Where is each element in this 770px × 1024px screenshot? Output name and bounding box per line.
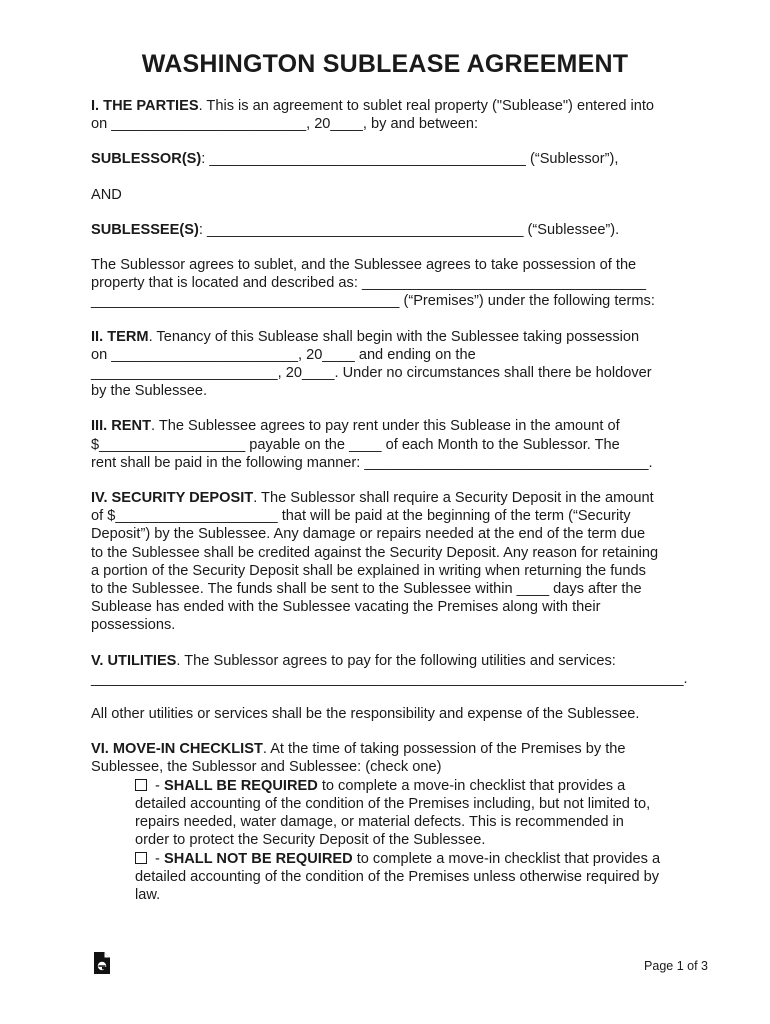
utilities-section: V. UTILITIES. The Sublessor agrees to pay for the following utilities and services: _________________________________________________________________________. — [91, 652, 688, 687]
move-in-checklist-section: VI. MOVE-IN CHECKLIST. At the time of taking possession of the Premises by the Sublessee, the Sublessor and Sublessee: (check one) - SHALL BE REQUIRED to complete a move-in checklist that provides a detailed accounting of the condition of the Premises including, but not limited to, repairs needed, water damage, or material defects. This is recommended in order to protect the Security Deposit of the Sublessee. - SHALL NOT BE REQUIRED to complete a move-in checklist that provides a detailed accounting of the condition of the Premises unless otherwise required by law. — [91, 740, 691, 904]
security-deposit-section: IV. SECURITY DEPOSIT. The Sublessor shall require a Security Deposit in the amount of $____________________ that will be paid at the beginning of the term (“Security Deposit”) by the Sublessee. Any damage or repairs needed at the end of the term due to the Sublessee shall be credited against the Security Deposit. Any reason for retaining a portion of the Security Deposit shall be explained in writing when returning the funds to the Sublessee. The funds shall be sent to the Sublessee within ____ days after the Sublease has ended with the Sublessee vacating the Premises along with their possessions. — [91, 490, 659, 634]
checkbox-not-required[interactable] — [135, 852, 147, 864]
page-number: Page 1 of 3 — [644, 959, 708, 973]
premises-paragraph: The Sublessor agrees to sublet, and the Sublessee agrees to take possession of the property that is located and described as: ___________________________________ ______________________________________ (“Premises”) under the following terms: — [91, 257, 655, 310]
utilities-heading: V. UTILITIES — [91, 652, 177, 669]
rent-section: III. RENT. The Sublessee agrees to pay rent under this Sublease in the amount of $__________________ payable on the ____ of each Month to the Sublessor. The rent shall be paid in the following manner: ___________________________________. — [91, 418, 653, 471]
and-text: AND — [91, 186, 122, 203]
move-in-checklist-heading: VI. MOVE-IN CHECKLIST — [91, 741, 263, 758]
checklist-option-not-required: - SHALL NOT BE REQUIRED to complete a move-in checklist that provides a detailed accounting of the condition of the Premises unless otherwise required by law. — [135, 850, 661, 903]
document-body — [91, 97, 691, 904]
security-deposit-heading: IV. SECURITY DEPOSIT — [91, 490, 254, 507]
document-title: WASHINGTON SUBLEASE AGREEMENT — [141, 50, 629, 78]
rent-heading: III. RENT — [91, 418, 151, 435]
parties-heading: I. THE PARTIES — [91, 98, 199, 114]
checkbox-required[interactable] — [135, 779, 147, 791]
other-utilities-text: All other utilities or services shall be the responsibility and expense of the Sublessee. — [91, 706, 640, 723]
sublessee-line: SUBLESSEE(S): _______________________________________ (“Sublessee”). — [91, 221, 620, 238]
brand-logo-icon — [93, 951, 111, 975]
parties-section: I. THE PARTIES. This is an agreement to sublet real property ("Sublease") entered into on ________________________, 20____, by and between: — [91, 98, 655, 133]
term-heading: II. TERM — [91, 328, 149, 345]
sublessor-line: SUBLESSOR(S): _______________________________________ (“Sublessor”), — [91, 151, 619, 168]
term-section: II. TERM. Tenancy of this Sublease shall begin with the Sublessee taking possession on _______________________, 20____ and ending on the _______________________, 20____. Under no circumstances shall there be holdover by the Sublessee. — [91, 328, 652, 400]
checklist-option-required: - SHALL BE REQUIRED to complete a move-in checklist that provides a detailed accounting of the condition of the Premises including, but not limited to, repairs needed, water damage, or material defects. This is recommended in order to protect the Security Deposit of the Sublessee. — [135, 777, 651, 849]
